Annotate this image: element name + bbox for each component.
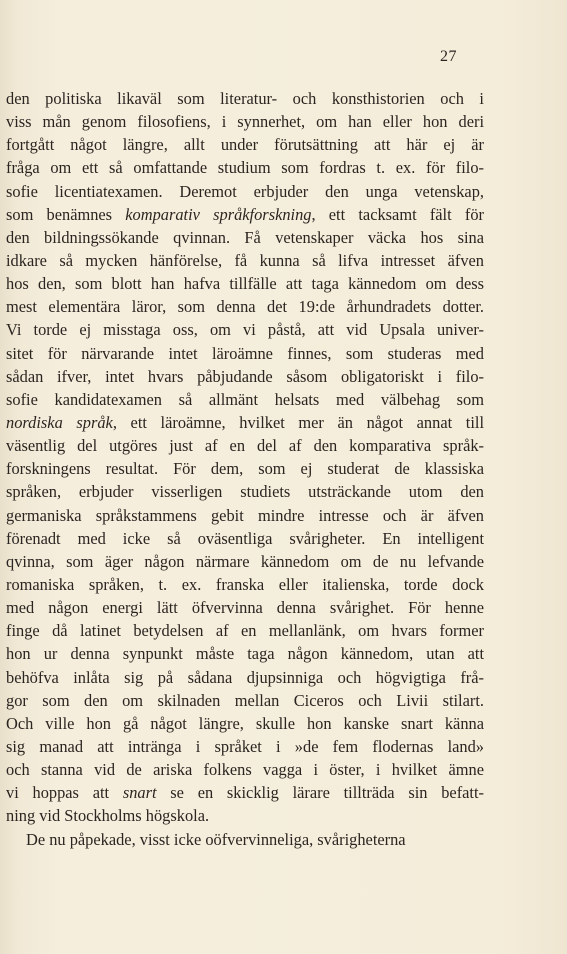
emphasized-term: komparativ språkforskning bbox=[125, 204, 312, 224]
text-line: sig manad att intränga i språket i »de fem flodernas land» bbox=[6, 736, 484, 756]
emphasized-term: nordiska språk bbox=[6, 412, 113, 432]
text-line: fortgått något längre, allt under förutsättning att här ej är bbox=[6, 135, 484, 155]
text-segment: se en skicklig lärare tillträda sin befatt- bbox=[156, 783, 484, 803]
text-line: behöfva inlåta sig på sådana djupsinniga och högvigtiga frå- bbox=[6, 667, 484, 687]
text-segment: , ett tacksamt fält för bbox=[311, 204, 484, 224]
text-line: och stanna vid de ariska folkens vagga i öster, i hvilket ämne bbox=[6, 760, 484, 780]
text-line: hon ur denna synpunkt måste taga någon kännedom, utan att bbox=[6, 644, 484, 664]
text-line bbox=[6, 203, 484, 226]
text-line: sitet för närvarande intet läroämne finnes, som studeras med bbox=[6, 343, 484, 363]
text-line: språken, erbjuder visserligen studiets utsträckande utom den bbox=[6, 482, 484, 502]
text-line: viss mån genom filosofiens, i synnerhet, om han eller hon deri bbox=[6, 112, 484, 132]
text-line: sådan ifver, intet hvars påbjudande såsom obligatoriskt i filo- bbox=[6, 366, 484, 386]
text-segment: som benämnes bbox=[6, 204, 126, 224]
text-line: qvinna, som äger någon närmare kännedom om de nu lefvande bbox=[6, 551, 484, 571]
text-line: mest elementära läror, som denna det 19:de århundradets dotter. bbox=[6, 297, 484, 317]
body-text bbox=[6, 87, 484, 851]
text-line: romaniska språken, t. ex. franska eller italienska, torde dock bbox=[6, 574, 484, 594]
text-line: den politiska likaväl som literatur- och konsthistorien och i bbox=[6, 89, 484, 108]
emphasized-term: snart bbox=[122, 783, 157, 803]
text-line: sofie licentiatexamen. Deremot erbjuder den unga vetenskap, bbox=[6, 181, 484, 201]
text-line: De nu påpekade, visst icke oöfvervinneliga, svårigheterna bbox=[26, 829, 406, 849]
text-line: hos den, som blott han hafva tillfälle att taga kännedom om dess bbox=[6, 274, 484, 294]
text-line: fråga om ett så omfattande studium som fordras t. ex. för filo- bbox=[6, 158, 484, 178]
text-line: finge då latinet betydelsen af en mellanlänk, om hvars former bbox=[6, 621, 484, 641]
text-line: forskningens resultat. För dem, som ej studerat de klassiska bbox=[6, 459, 484, 479]
text-segment: , ett läroämne, hvilket mer än något annat till bbox=[112, 412, 484, 432]
text-line: germaniska språkstammens gebit mindre intresse och är äfven bbox=[6, 505, 484, 525]
text-line: den bildningssökande qvinnan. Få vetenskaper väcka hos sina bbox=[6, 227, 484, 247]
text-line: med någon energi lätt öfvervinna denna svårighet. För henne bbox=[6, 598, 484, 618]
text-line: gor som den om skilnaden mellan Ciceros och Livii stilart. bbox=[6, 690, 484, 710]
text-line: förenadt med icke så oväsentliga svårigheter. En intelligent bbox=[6, 528, 484, 548]
text-line: ning vid Stockholms högskola. bbox=[6, 806, 210, 826]
text-line: idkare så mycken hänförelse, få kunna så lifva intresset äfven bbox=[6, 250, 484, 270]
page-number: 27 bbox=[440, 48, 457, 65]
text-line: väsentlig del utgöres just af en del af den komparativa språk- bbox=[6, 436, 484, 456]
text-line bbox=[6, 781, 484, 804]
text-line bbox=[6, 411, 484, 434]
text-line: Vi torde ej misstaga oss, om vi påstå, att vid Upsala univer- bbox=[6, 320, 484, 340]
text-line: sofie kandidatexamen så allmänt helsats med välbehag som bbox=[6, 389, 484, 409]
text-segment: vi hoppas att bbox=[6, 783, 123, 803]
text-line: Och ville hon gå något längre, skulle hon kanske snart känna bbox=[6, 713, 484, 733]
